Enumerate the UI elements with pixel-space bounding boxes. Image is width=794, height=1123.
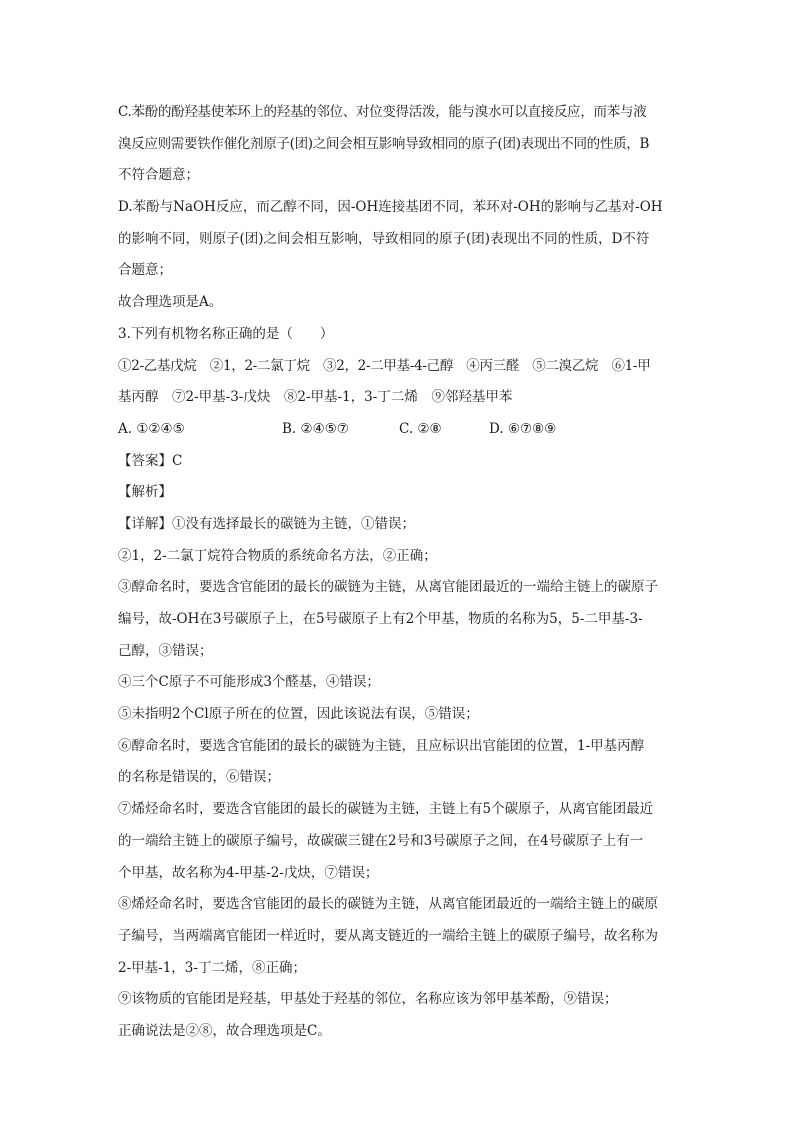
detail-line: ⑧烯烃命名时，要选含官能团的最长的碳链为主链，从离官能团最近的一端给主链上的碳原 [118,896,658,913]
option-b: B. ②④⑤⑦ [282,420,349,437]
answer-line: 【答案】C [118,452,183,469]
text-line: 的影响不同，则原子(团)之间会相互影响，导致相同的原子(团)表现出不同的性质，D不符 [118,230,650,247]
detail-line: ④三个C原子不可能形成3个醛基，④错误； [118,674,380,691]
detail-line: 【详解】①没有选择最长的碳链为主链，①错误； [118,515,415,532]
question-stem-line: ①2-乙基戊烷 ②1，2-二氯丁烷 ③2，2-二甲基-4-己醇 ④丙三醛 ⑤二溴乙烷 ⑥1-甲 [118,357,651,374]
answer-options [118,414,680,446]
option-a: A. ①②④⑤ [118,420,185,437]
detail-line: ⑤未指明2个Cl原子所在的位置，因此该说法有误，⑤错误； [118,706,479,723]
question-stem-line: 基丙醇 ⑦2-甲基-3-戊炔 ⑧2-甲基-1，3-丁二烯 ⑨邻羟基甲苯 [118,389,513,406]
text-line: 合题意； [118,262,172,279]
analysis-heading: 【解析】 [118,484,172,501]
detail-line: 2-甲基-1，3-丁二烯，⑧正确； [118,959,306,976]
conclusion-line: 正确说法是②⑧，故合理选项是C。 [118,1022,331,1039]
detail-line: 的一端给主链上的碳原子编号，故碳碳三键在2号和3号碳原子之间，在4号碳原子上有一 [118,832,644,849]
detail-line: ⑥醇命名时，要选含官能团的最长的碳链为主链，且应标识出官能团的位置，1-甲基丙醇 [118,737,645,754]
detail-line: ③醇命名时，要选含官能团的最长的碳链为主链，从离官能团最近的一端给主链上的碳原子 [118,579,658,596]
detail-line: 编号，故-OH在3号碳原子上，在5号碳原子上有2个甲基，物质的名称为5，5-二甲基-3- [118,611,643,627]
text-line: D.苯酚与NaOH反应，而乙醇不同，因-OH连接基团不同，苯环对-OH的影响与乙基对-OH [118,199,663,216]
detail-line: ⑦烯烃命名时，要选含官能团的最长的碳链为主链，主链上有5个碳原子，从离官能团最近 [118,801,654,818]
question-title: 3.下列有机物名称正确的是（ ） [118,325,334,342]
text-line: 溴反应则需要铁作催化剂原子(团)之间会相互影响导致相同的原子(团)表现出不同的性质，B [118,135,650,152]
detail-line: 的名称是错误的，⑥错误； [118,769,280,786]
document-page [118,97,680,1048]
text-line: C.苯酚的酚羟基使苯环上的羟基的邻位、对位变得活泼，能与溴水可以直接反应，而苯与液 [118,104,647,120]
option-c: C. ②⑧ [399,420,442,437]
detail-line: 己醇，③错误； [118,642,213,659]
option-d: D. ⑥⑦⑧⑨ [489,420,557,437]
detail-line: 子编号，当两端离官能团一样近时，要从离支链近的一端给主链上的碳原子编号，故名称为 [118,927,658,944]
detail-line: ⑨该物质的官能团是羟基，甲基处于羟基的邻位，名称应该为邻甲基苯酚，⑨错误； [118,991,618,1008]
detail-line: 个甲基，故名称为4-甲基-2-戊炔，⑦错误； [118,864,379,881]
detail-line: ②1，2-二氯丁烷符合物质的系统命名方法，②正确； [118,547,437,564]
text-line: 故合理选项是A。 [118,294,223,311]
text-line: 不符合题意； [118,167,199,184]
